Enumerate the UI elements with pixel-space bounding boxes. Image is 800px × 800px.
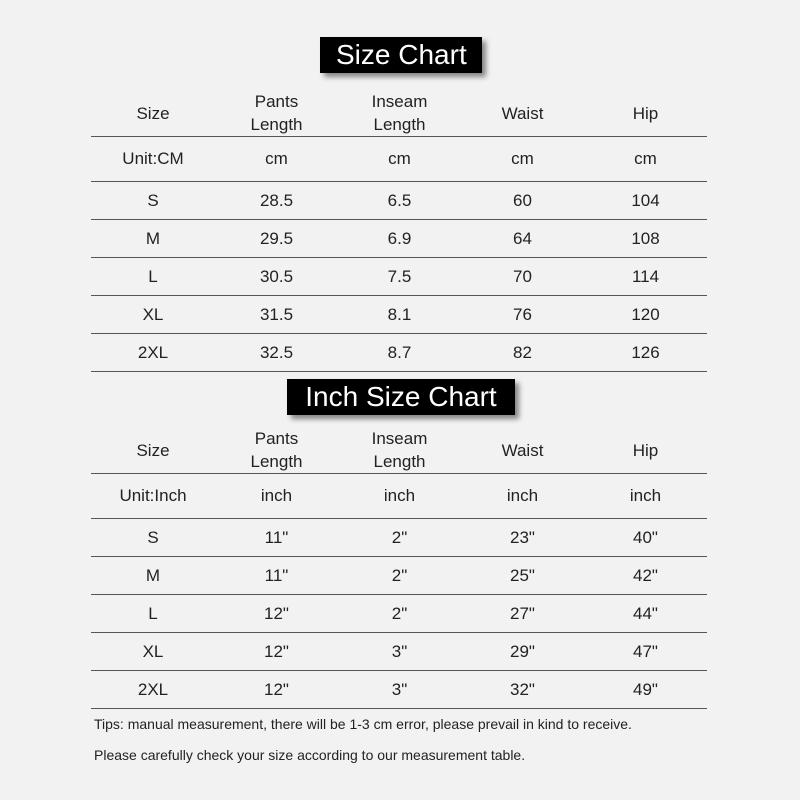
cell-pants-length: 11" — [215, 519, 338, 557]
header-line: Waist — [501, 440, 544, 460]
table-row — [91, 557, 707, 595]
cell-inseam-length: 2" — [338, 595, 461, 633]
cell-pants-length: 12" — [215, 671, 338, 709]
cell-hip: 104 — [584, 182, 707, 220]
table-row — [91, 220, 707, 258]
cell-pants-length: 30.5 — [215, 258, 338, 296]
cell-hip: 108 — [584, 220, 707, 258]
inch-chart-title: Inch Size Chart — [287, 379, 515, 415]
header-waist — [461, 90, 584, 137]
header-waist — [461, 427, 584, 474]
unit-row — [91, 137, 707, 182]
cell-size: M — [91, 220, 215, 258]
cell-inseam-length: 6.9 — [338, 220, 461, 258]
cell-hip: 49" — [584, 671, 707, 709]
cell-inseam-length: 2" — [338, 519, 461, 557]
cell-waist: 27" — [461, 595, 584, 633]
cell-pants-length: 12" — [215, 633, 338, 671]
unit-cell-waist: inch — [461, 474, 584, 519]
cell-size: 2XL — [91, 671, 215, 709]
header-line: Length — [250, 452, 303, 471]
header-size — [91, 427, 215, 474]
header-pants-length — [215, 90, 338, 137]
cell-waist: 82 — [461, 334, 584, 372]
cell-size: L — [91, 258, 215, 296]
cell-waist: 25" — [461, 557, 584, 595]
cell-hip: 40" — [584, 519, 707, 557]
header-line: Length — [373, 452, 426, 471]
header-line: Pants — [254, 429, 299, 448]
table-row — [91, 595, 707, 633]
header-line: Hip — [632, 440, 659, 460]
inch-size-table — [91, 427, 707, 709]
cell-waist: 70 — [461, 258, 584, 296]
cell-inseam-length: 2" — [338, 557, 461, 595]
size-check-note: Please carefully check your size according to our measurement table. — [94, 747, 526, 763]
header-hip — [584, 90, 707, 137]
unit-cell-pants-length: inch — [215, 474, 338, 519]
cell-size: S — [91, 182, 215, 220]
table-row — [91, 334, 707, 372]
cell-pants-length: 28.5 — [215, 182, 338, 220]
cell-hip: 114 — [584, 258, 707, 296]
cell-size: M — [91, 557, 215, 595]
cell-size: L — [91, 595, 215, 633]
table-row — [91, 519, 707, 557]
cell-waist: 29" — [461, 633, 584, 671]
header-line: Size — [136, 440, 170, 460]
table-row — [91, 671, 707, 709]
header-pants-length — [215, 427, 338, 474]
header-size — [91, 90, 215, 137]
cell-inseam-length: 3" — [338, 633, 461, 671]
measurement-tip-note: Tips: manual measurement, there will be 1-3 cm error, please prevail in kind to receive. — [94, 716, 632, 732]
unit-cell-pants-length: cm — [215, 137, 338, 182]
unit-row — [91, 474, 707, 519]
cell-pants-length: 12" — [215, 595, 338, 633]
header-line: Inseam — [371, 429, 428, 448]
header-hip — [584, 427, 707, 474]
cell-pants-length: 32.5 — [215, 334, 338, 372]
cell-size: S — [91, 519, 215, 557]
cell-inseam-length: 6.5 — [338, 182, 461, 220]
header-inseam-length — [338, 90, 461, 137]
cell-hip: 120 — [584, 296, 707, 334]
unit-cell-size: Unit:CM — [91, 137, 215, 182]
unit-cell-size: Unit:Inch — [91, 474, 215, 519]
unit-cell-hip: cm — [584, 137, 707, 182]
cell-waist: 32" — [461, 671, 584, 709]
cell-inseam-length: 3" — [338, 671, 461, 709]
unit-cell-waist: cm — [461, 137, 584, 182]
header-inseam-length — [338, 427, 461, 474]
cm-size-table — [91, 90, 707, 372]
cell-pants-length: 29.5 — [215, 220, 338, 258]
header-line: Pants — [254, 92, 299, 111]
header-line: Inseam — [371, 92, 428, 111]
cell-size: XL — [91, 633, 215, 671]
table-row — [91, 182, 707, 220]
table-row — [91, 296, 707, 334]
cell-hip: 42" — [584, 557, 707, 595]
cell-waist: 23" — [461, 519, 584, 557]
header-line: Length — [373, 115, 426, 134]
cell-hip: 47" — [584, 633, 707, 671]
cell-size: 2XL — [91, 334, 215, 372]
unit-cell-hip: inch — [584, 474, 707, 519]
cell-pants-length: 11" — [215, 557, 338, 595]
cell-inseam-length: 7.5 — [338, 258, 461, 296]
header-line: Size — [136, 103, 170, 123]
header-row — [91, 90, 707, 137]
header-line: Waist — [501, 103, 544, 123]
cell-waist: 64 — [461, 220, 584, 258]
cell-hip: 126 — [584, 334, 707, 372]
table-row — [91, 258, 707, 296]
cell-hip: 44" — [584, 595, 707, 633]
unit-cell-inseam-length: cm — [338, 137, 461, 182]
cell-inseam-length: 8.7 — [338, 334, 461, 372]
header-row — [91, 427, 707, 474]
unit-cell-inseam-length: inch — [338, 474, 461, 519]
table-row — [91, 633, 707, 671]
cell-pants-length: 31.5 — [215, 296, 338, 334]
header-line: Hip — [632, 103, 659, 123]
header-line: Length — [250, 115, 303, 134]
cell-waist: 60 — [461, 182, 584, 220]
cell-size: XL — [91, 296, 215, 334]
cell-waist: 76 — [461, 296, 584, 334]
cell-inseam-length: 8.1 — [338, 296, 461, 334]
cm-chart-title: Size Chart — [320, 37, 482, 73]
